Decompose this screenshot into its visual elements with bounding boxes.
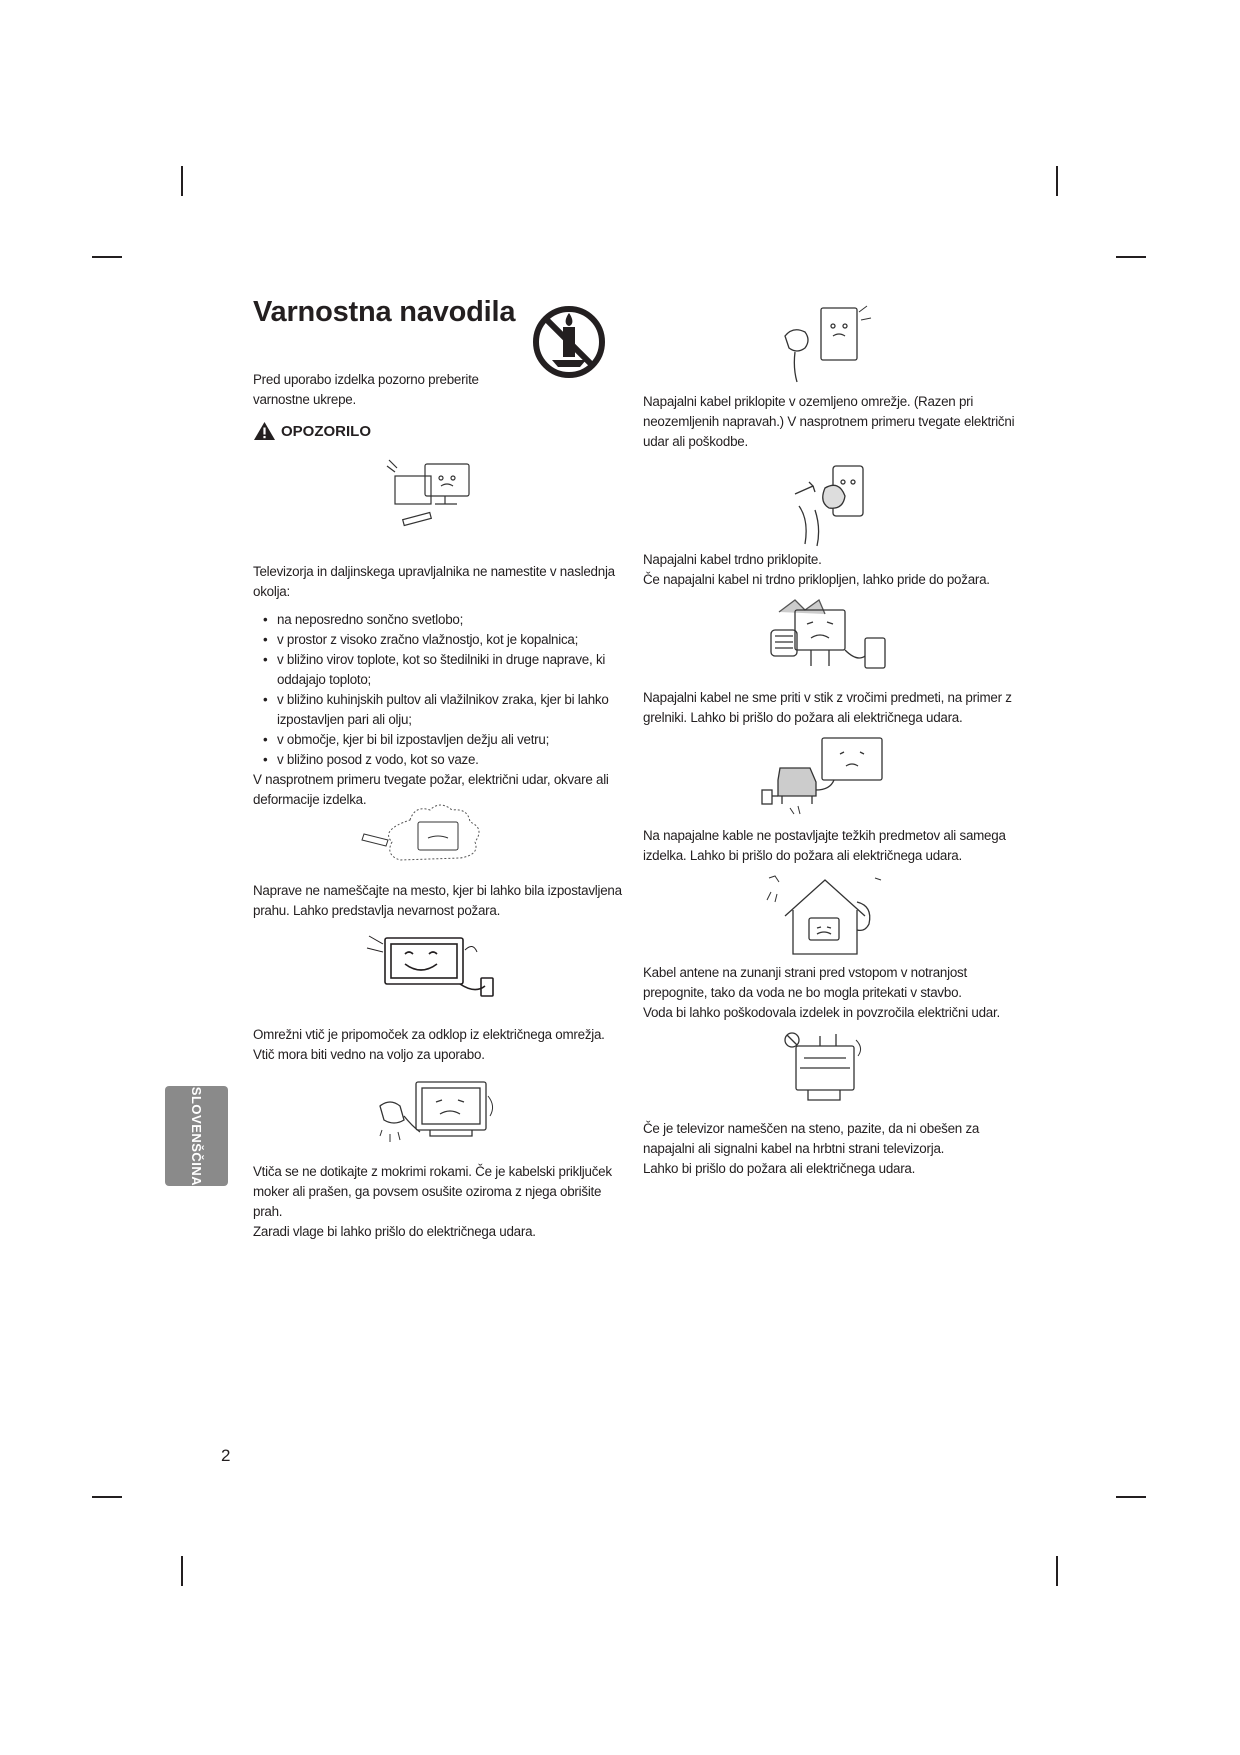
list-item: • na neposredno sončno svetlobo;	[253, 610, 623, 630]
language-tab	[165, 1086, 228, 1186]
heavy-object-text	[643, 826, 1023, 866]
hot-objects-illustration	[765, 596, 891, 682]
page-number: 2	[221, 1446, 231, 1465]
language-tab-label: SLOVENŠČINA	[189, 1086, 204, 1186]
plug-text	[253, 1025, 623, 1065]
dust-paragraph: Naprave ne nameščajte na mesto, kjer bi lahko bila izpostavljena prahu. Lahko predstavlja nevarnost požara.	[253, 883, 622, 918]
environment-intro: Televizorja in daljinskega upravljalnika ne namestite v naslednja okolja:	[253, 564, 615, 599]
tv-sunlight-illustration	[385, 458, 485, 536]
environment-outro: V nasprotnem primeru tvegate požar, električni udar, okvare ali deformacije izdelka.	[253, 772, 609, 807]
list-item: • v bližino kuhinjskih pultov ali vlažilnikov zraka, kjer bi lahko izpostavljen pari ali olju;	[253, 690, 623, 730]
antenna-cable-paragraph: Kabel antene na zunanji strani pred vstopom v notranjost prepognite, tako da voda ne bo mogla pritekati v stavbo.	[643, 965, 967, 1000]
ground-paragraph: Napajalni kabel priklopite v ozemljeno omrežje. (Razen pri neozemljenih napravah.) V nasprotnem primeru tvegate električni udar ali poškodbe.	[643, 394, 1015, 449]
warning-heading	[253, 421, 371, 441]
wall-mount-consequence: Lahko bi prišlo do požara ali električnega udara.	[643, 1161, 916, 1176]
heavy-object-paragraph: Na napajalne kable ne postavljajte težkih predmetov ali samega izdelka. Lahko bi prišlo do požara ali električnega udara.	[643, 828, 1006, 863]
grounded-outlet-illustration	[775, 302, 875, 386]
heavy-object-illustration	[760, 734, 890, 816]
environment-list	[253, 610, 623, 770]
antenna-cable-consequence: Voda bi lahko poškodovala izdelek in povzročila električni udar.	[643, 1005, 1000, 1020]
plug-paragraph: Omrežni vtič je pripomoček za odklop iz električnega omrežja. Vtič mora biti vedno na voljo za uporabo.	[253, 1027, 605, 1062]
intro-paragraph: Pred uporabo izdelka pozorno preberite varnostne ukrepe.	[253, 372, 479, 407]
crop-mark	[1056, 1556, 1058, 1586]
hot-objects-text	[643, 688, 1023, 728]
plug-accessible-illustration	[365, 932, 505, 1006]
crop-mark	[181, 166, 183, 196]
crop-mark	[181, 1556, 183, 1586]
antenna-cable-text	[643, 963, 1023, 1023]
ground-text	[643, 392, 1023, 452]
list-item: • v bližino posod z vodo, kot so vaze.	[253, 750, 623, 770]
list-item: • v območje, kjer bi bil izpostavljen dežju ali vetru;	[253, 730, 623, 750]
crop-mark	[1056, 166, 1058, 196]
crop-mark	[92, 256, 122, 258]
dust-text	[253, 881, 623, 921]
wet-hands-paragraph: Vtiča se ne dotikajte z mokrimi rokami. Če je kabelski priključek moker ali prašen, ga povsem osušite oziroma z njega obrišite prah.	[253, 1164, 612, 1219]
dust-illustration	[360, 800, 500, 870]
no-open-flame-icon	[530, 305, 608, 379]
wet-hands-consequence: Zaradi vlage bi lahko prišlo do električnega udara.	[253, 1224, 536, 1239]
page-title: Varnostna navodila	[253, 296, 516, 328]
antenna-cable-illustration	[765, 872, 885, 958]
intro-text	[253, 370, 513, 410]
hot-objects-paragraph: Napajalni kabel ne sme priti v stik z vročimi predmeti, na primer z grelniki. Lahko bi prišlo do požara ali električnega udara.	[643, 690, 1012, 725]
firm-plug-consequence: Če napajalni kabel ni trdno priklopljen, lahko pride do požara.	[643, 572, 990, 587]
list-item: • v prostor z visoko zračno vlažnostjo, kot je kopalnica;	[253, 630, 623, 650]
wall-mount-text	[643, 1119, 1023, 1179]
wall-mount-paragraph: Če je televizor nameščen na steno, pazite, da ni obešen za napajalni ali signalni kabel na hrbtni strani televizorja.	[643, 1121, 980, 1156]
crop-mark	[92, 1496, 122, 1498]
crop-mark	[1116, 256, 1146, 258]
warning-triangle-icon	[253, 421, 276, 441]
firm-plug-illustration	[785, 458, 875, 548]
wet-hands-text	[253, 1162, 623, 1242]
warning-label: OPOZORILO	[281, 422, 371, 440]
environment-section	[253, 562, 623, 810]
list-item: • v bližino virov toplote, kot so štedilniki in druge naprave, ki oddajajo toploto;	[253, 650, 623, 690]
crop-mark	[1116, 1496, 1146, 1498]
wet-hands-illustration	[360, 1076, 510, 1156]
wall-mount-illustration	[780, 1028, 870, 1108]
firm-plug-text	[643, 550, 1023, 590]
firm-plug-paragraph: Napajalni kabel trdno priklopite.	[643, 552, 822, 567]
